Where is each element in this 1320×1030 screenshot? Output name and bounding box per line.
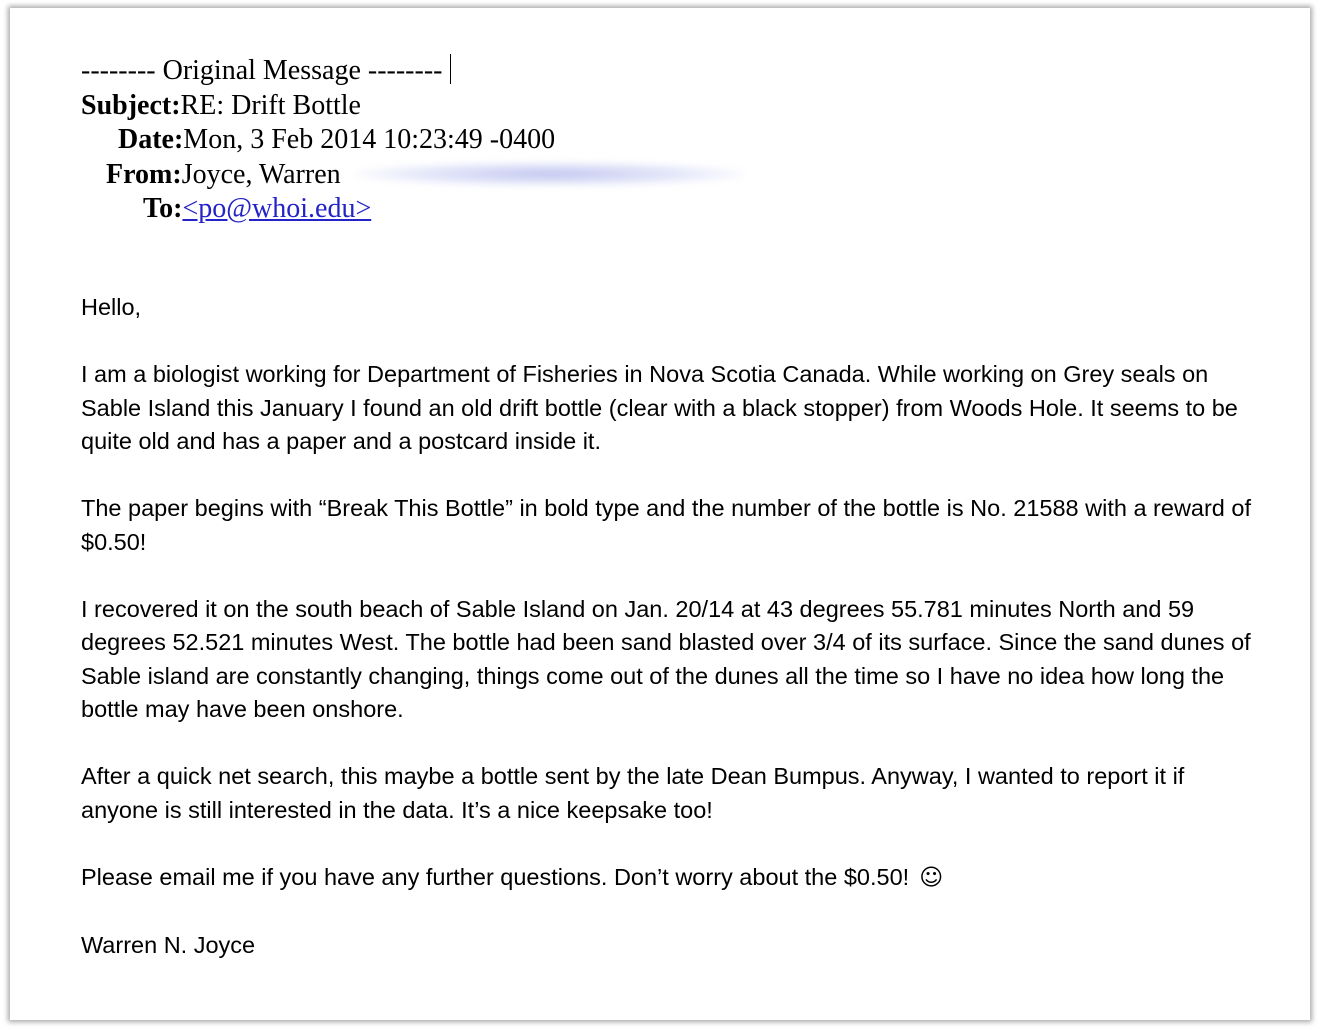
greeting: Hello, xyxy=(81,294,142,320)
from-label: From: xyxy=(106,158,182,190)
paragraph-search: After a quick net search, this maybe a bottle sent by the late Dean Bumpus. Anyway, I wanted to report it if anyone is still interested in the data. It’s a nice keepsake too! xyxy=(81,763,1185,823)
subject-value: RE: Drift Bottle xyxy=(180,89,361,121)
paragraph-paper: The paper begins with “Break This Bottle” in bold type and the number of the bottle is No. 21588 with a reward of $0.50! xyxy=(81,495,1252,555)
subject-row xyxy=(81,89,745,124)
original-message-separator xyxy=(81,54,745,89)
to-email-link[interactable]: <po@whoi.edu> xyxy=(182,193,372,224)
signature: Warren N. Joyce xyxy=(81,931,256,958)
redacted-email-address xyxy=(355,161,745,187)
to-label: To: xyxy=(143,193,183,224)
email-header xyxy=(81,54,745,227)
from-row xyxy=(81,158,745,193)
smiley-icon: ☺ xyxy=(919,864,944,891)
from-value: Joyce, Warren xyxy=(181,158,341,190)
paragraph-closing xyxy=(81,861,1261,896)
date-label: Date: xyxy=(118,124,184,155)
email-body xyxy=(81,291,1261,996)
paragraph-discovery: I am a biologist working for Department of Fisheries in Nova Scotia Canada. While working on Grey seals on Sable Island this January I found an old drift bottle (clear with a black stopper) from Woods Hole. It seems to be quite old and has a paper and a postcard inside it. xyxy=(81,361,1238,454)
to-row xyxy=(81,192,745,227)
date-value: Mon, 3 Feb 2014 10:23:49 -0400 xyxy=(183,124,556,155)
closing-text: Please email me if you have any further questions. Don’t worry about the $0.50! xyxy=(81,863,910,890)
separator-text: -------- Original Message -------- xyxy=(81,55,443,86)
date-row xyxy=(81,123,745,158)
subject-label: Subject: xyxy=(81,89,181,121)
text-cursor xyxy=(450,54,451,84)
email-document xyxy=(10,8,1310,1020)
paragraph-location: I recovered it on the south beach of Sable Island on Jan. 20/14 at 43 degrees 55.781 minutes North and 59 degrees 52.521 minutes West. The bottle had been sand blasted over 3/4 of its surface. Since the sand dunes of Sable island are constantly changing, things come out of the dunes all the time so I have no idea how long the bottle may have been onshore. xyxy=(81,595,1251,722)
